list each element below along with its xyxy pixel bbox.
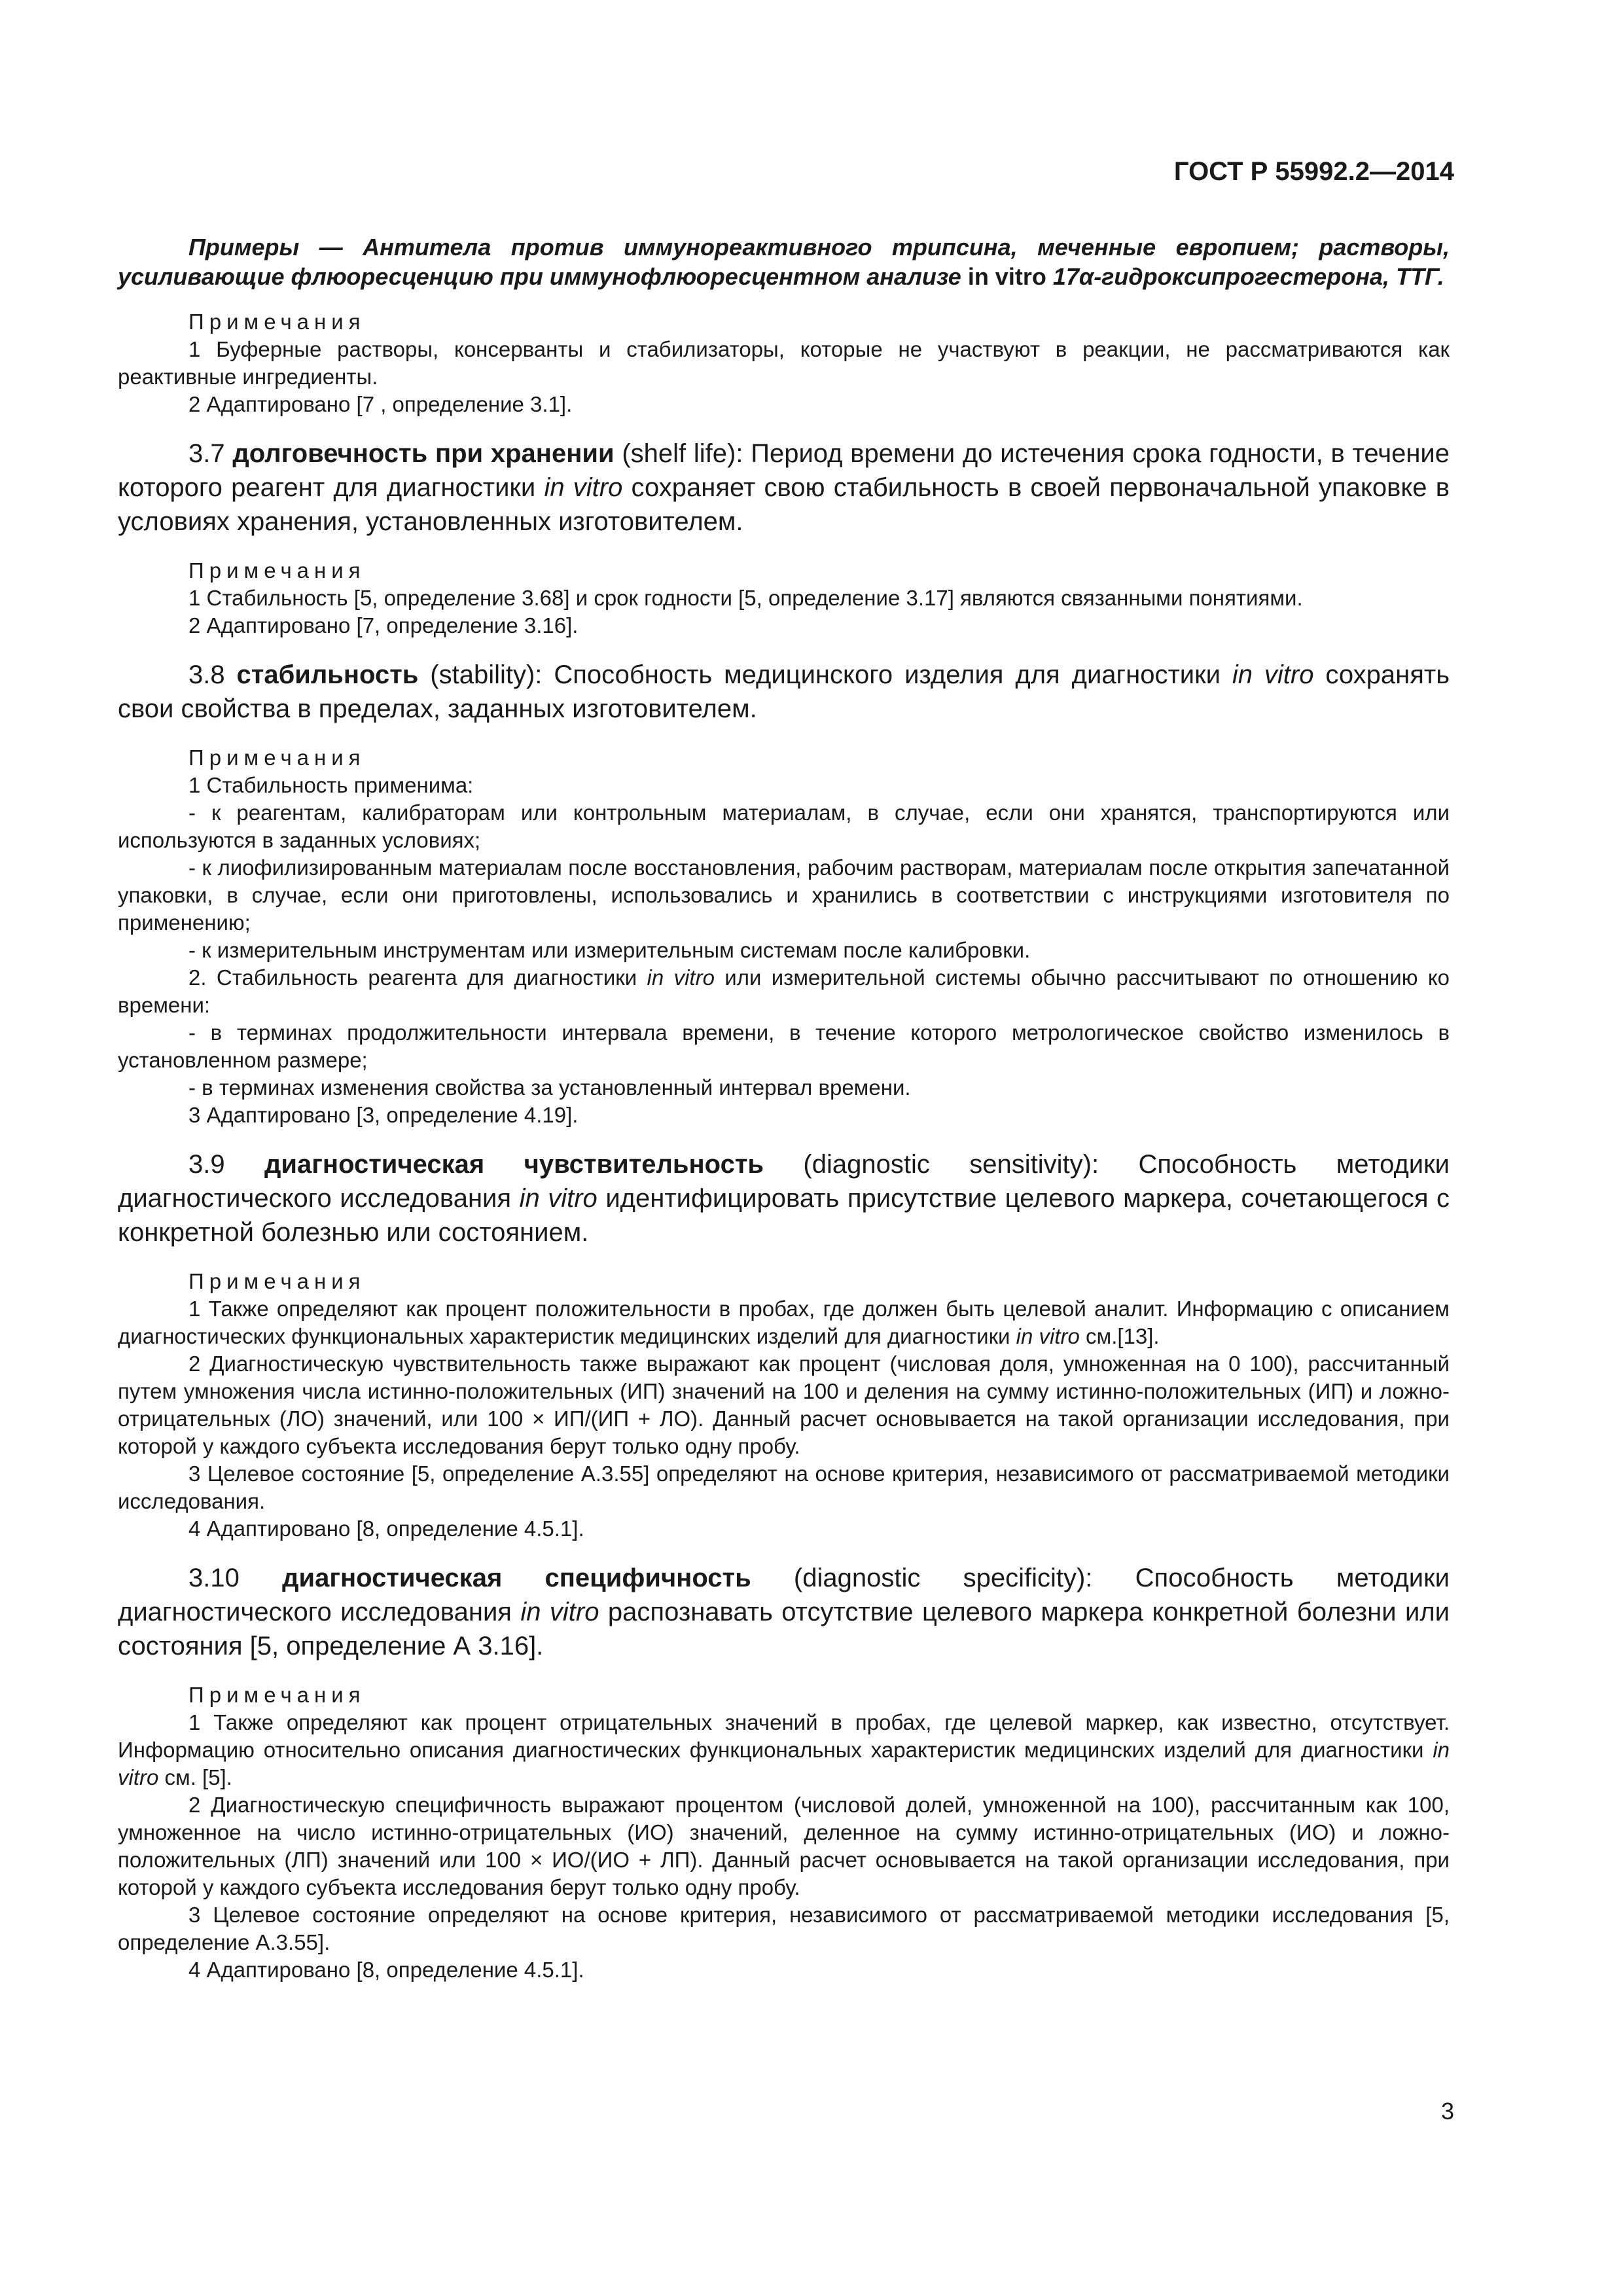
note-item: 1 Также определяют как процент отрицательных значений в пробах, где целевой маркер, как известно, отсутствует. Информацию относительно описания диагностических функциональных характеристик медицинских изделий для диагностики in vitro см. [5]. [118, 1710, 1450, 1789]
term-3-9: 3.9 диагностическая чувствительность (diagnostic sensitivity): Способность методики диагностического исследования in vitro идентифицировать присутствие целевого маркера, сочетающегося с конкретной болезнью или состоянием. [118, 1150, 1450, 1247]
term-3-7: 3.7 долговечность при хранении (shelf life): Период времени до истечения срока годности, в течение которого реагент для диагностики in vitro сохраняет свою стабильность в своей первоначальной упаковке в условиях хранения, установленных изготовителем. [118, 439, 1450, 536]
note-item: 2 Диагностическую чувствительность также выражают как процент (числовая доля, умноженная на 0 100), рассчитанный путем умножения числа истинно-положительных (ИП) значений на 100 и деления на сумму истинно-положительных (ИП) и ложно-отрицательных (ЛО) значений, или 100 × ИП/(ИП + ЛО). Данный расчет основывается на такой организации исследования, при которой у каждого субъекта исследования берут только одну пробу. [118, 1352, 1450, 1458]
notes-heading: Примечания [188, 310, 366, 334]
term-title: диагностическая специфичность [282, 1564, 751, 1592]
note-item: 2 Адаптировано [7 , определение 3.1]. [188, 392, 573, 416]
note-item: - к лиофилизированным материалам после восстановления, рабочим растворам, материалам после открытия запечатанной упаковки, в случае, если они приготовлены, использовались и хранились в соответствии с инструкциями изготовителя по применению; [118, 855, 1450, 935]
note-item: - в терминах продолжительности интервала времени, в течение которого метрологическое свойство изменилось в установленном размере; [118, 1020, 1450, 1072]
note-item: 1 Стабильность [5, определение 3.68] и срок годности [5, определение 3.17] являются связанными понятиями. [188, 586, 1303, 610]
note-item: 1 Также определяют как процент положительности в пробах, где должен быть целевой аналит. Информацию с описанием диагностических функциональных характеристик медицинских изделий для диагностики in vitro см.[13]. [118, 1297, 1450, 1348]
examples-paragraph: Примеры — Антитела против иммунореактивного трипсина, меченные европием; растворы, усиливающие флюоресценцию при иммунофлюоресцентном анализе in vitro 17α-гидроксипрогестерона, ТТГ. [118, 234, 1450, 290]
note-item: 4 Адаптировано [8, определение 4.5.1]. [188, 1958, 584, 1982]
notes-block [118, 557, 1450, 639]
document-body [118, 232, 1450, 2002]
page-number: 3 [1440, 2098, 1454, 2125]
notes-block [118, 1681, 1450, 1984]
term-title: долговечность при хранении [232, 439, 615, 468]
note-item: 4 Адаптировано [8, определение 4.5.1]. [188, 1516, 584, 1541]
term-title: стабильность [236, 660, 419, 689]
notes-heading: Примечания [188, 1683, 366, 1707]
note-item: 1 Буферные растворы, консерванты и стабилизаторы, которые не участвуют в реакции, не рассматриваются как реактивные ингредиенты. [118, 337, 1450, 389]
document-header: ГОСТ Р 55992.2—2014 [1173, 157, 1454, 186]
note-item: - к измерительным инструментам или измерительным системам после калибровки. [188, 938, 1031, 962]
note-item: 3 Целевое состояние [5, определение А.3.55] определяют на основе критерия, независимого от рассматриваемой методики исследования. [118, 1462, 1450, 1513]
notes-block [118, 1268, 1450, 1543]
examples-label: Примеры — [188, 234, 363, 260]
term-3-8: 3.8 стабильность (stability): Способность медицинского изделия для диагностики in vitro сохранять свои свойства в пределах, заданных изготовителем. [118, 660, 1450, 723]
note-item: 3 Адаптировано [3, определение 4.19]. [188, 1103, 579, 1127]
notes-heading: Примечания [188, 558, 366, 583]
note-item: 2 Диагностическую специфичность выражают процентом (числовой долей, умноженной на 100), рассчитанным как 100, умноженное на число истинно-отрицательных (ИО) значений, деленное на сумму истинно-отрицательных (ИО) и ложно-положительных (ЛП) значений или 100 × ИО/(ИО + ЛП). Данный расчет основывается на такой организации исследования, при которой у каждого субъекта исследования берут только одну пробу. [118, 1793, 1450, 1899]
note-item: - в терминах изменения свойства за установленный интервал времени. [188, 1075, 911, 1100]
term-title: диагностическая чувствительность [264, 1150, 764, 1179]
note-item: 3 Целевое состояние определяют на основе критерия, независимого от рассматриваемой методики исследования [5, определение А.3.55]. [118, 1903, 1450, 1954]
term-3-10: 3.10 диагностическая специфичность (diagnostic specificity): Способность методики диагностического исследования in vitro распознавать отсутствие целевого маркера конкретной болезни или состояния [5, определение А 3.16]. [118, 1564, 1450, 1660]
notes-block [118, 308, 1450, 418]
notes-heading: Примечания [188, 1269, 366, 1293]
notes-block [118, 744, 1450, 1129]
note-item: 1 Стабильность применима: [188, 773, 474, 797]
note-item: 2 Адаптировано [7, определение 3.16]. [188, 613, 579, 637]
notes-heading: Примечания [188, 745, 366, 770]
note-item: 2. Стабильность реагента для диагностики in vitro или измерительной системы обычно рассчитывают по отношению ко времени: [118, 965, 1450, 1017]
note-item: - к реагентам, калибраторам или контрольным материалам, в случае, если они хранятся, транспортируются или используются в заданных условиях; [118, 800, 1450, 852]
